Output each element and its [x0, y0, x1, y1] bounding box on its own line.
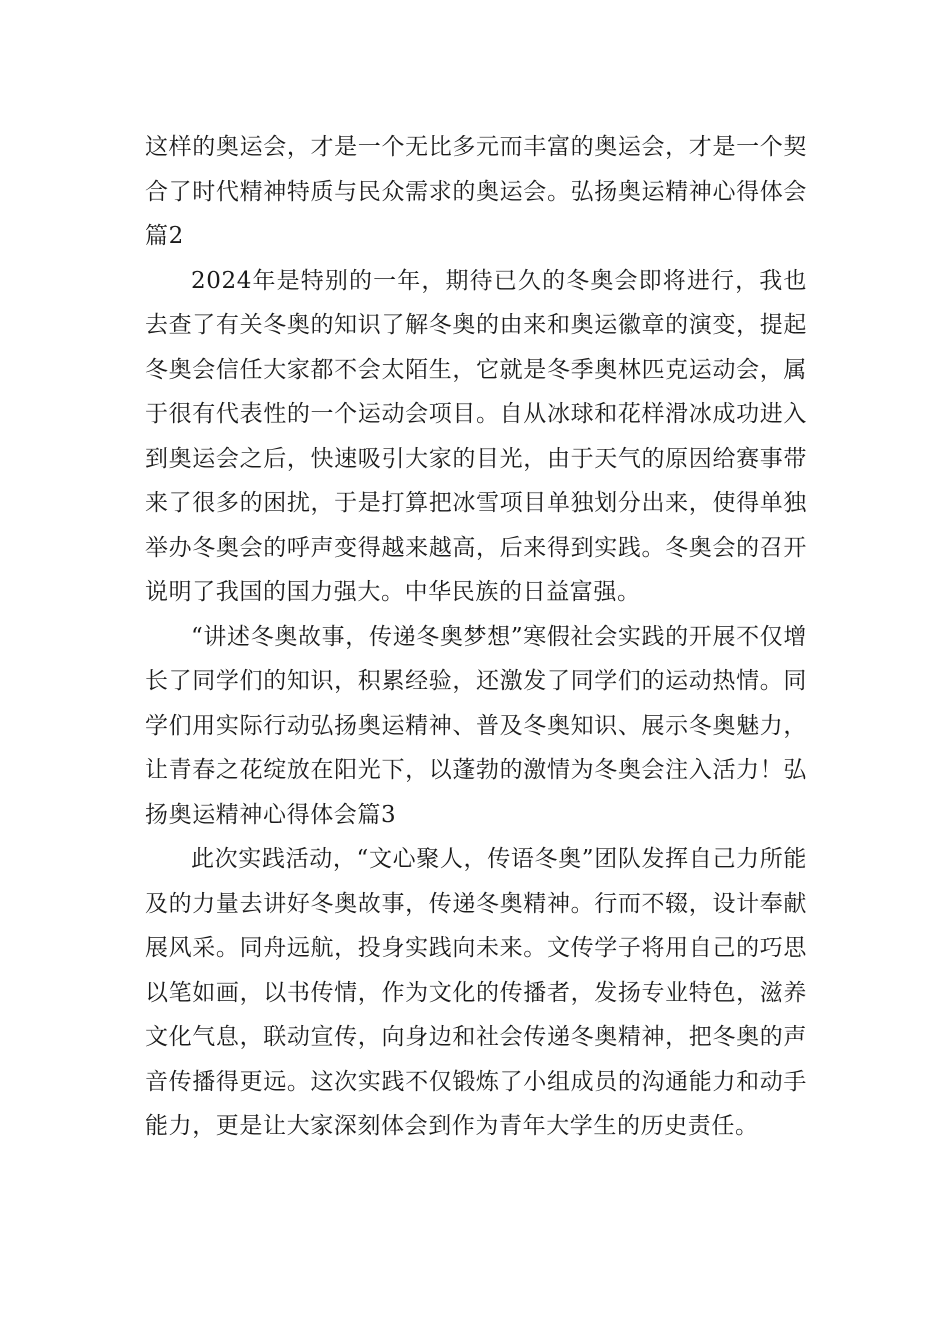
paragraph-3: “讲述冬奥故事，传递冬奥梦想”寒假社会实践的开展不仅增长了同学们的知识，积累经验，还激发了同学们的运动热情。同学们用实际行动弘扬奥运精神、普及冬奥知识、展示冬奥魅力，让青春之花绽放在阳光下，以蓬勃的激情为冬奥会注入活力！弘扬奥运精神心得体会篇3	[145, 623, 807, 828]
paragraph-2: 2024年是特别的一年，期待已久的冬奥会即将进行，我也去查了有关冬奥的知识了解冬奥的由来和奥运徽章的演变，提起冬奥会信任大家都不会太陌生，它就是冬季奥林匹克运动会，属于很有代表性的一个运动会项目。自从冰球和花样滑冰成功进入到奥运会之后，快速吸引大家的目光，由于天气的原因给赛事带来了很多的困扰，于是打算把冰雪项目单独划分出来，使得单独举办冬奥会的呼声变得越来越高，后来得到实践。冬奥会的召开说明了我国的国力强大。中华民族的日益富强。	[145, 267, 807, 605]
document-body	[145, 125, 807, 1149]
paragraph-1: 这样的奥运会，才是一个无比多元而丰富的奥运会，才是一个契合了时代精神特质与民众需求的奥运会。弘扬奥运精神心得体会篇2	[145, 134, 807, 249]
paragraph-4: 此次实践活动，“文心聚人，传语冬奥”团队发挥自己力所能及的力量去讲好冬奥故事，传递冬奥精神。行而不辍，设计奉献展风采。同舟远航，投身实践向未来。文传学子将用自己的巧思以笔如画，以书传情，作为文化的传播者，发扬专业特色，滋养文化气息，联动宣传，向身边和社会传递冬奥精神，把冬奥的声音传播得更远。这次实践不仅锻炼了小组成员的沟通能力和动手能力，更是让大家深刻体会到作为青年大学生的历史责任。	[145, 846, 807, 1139]
